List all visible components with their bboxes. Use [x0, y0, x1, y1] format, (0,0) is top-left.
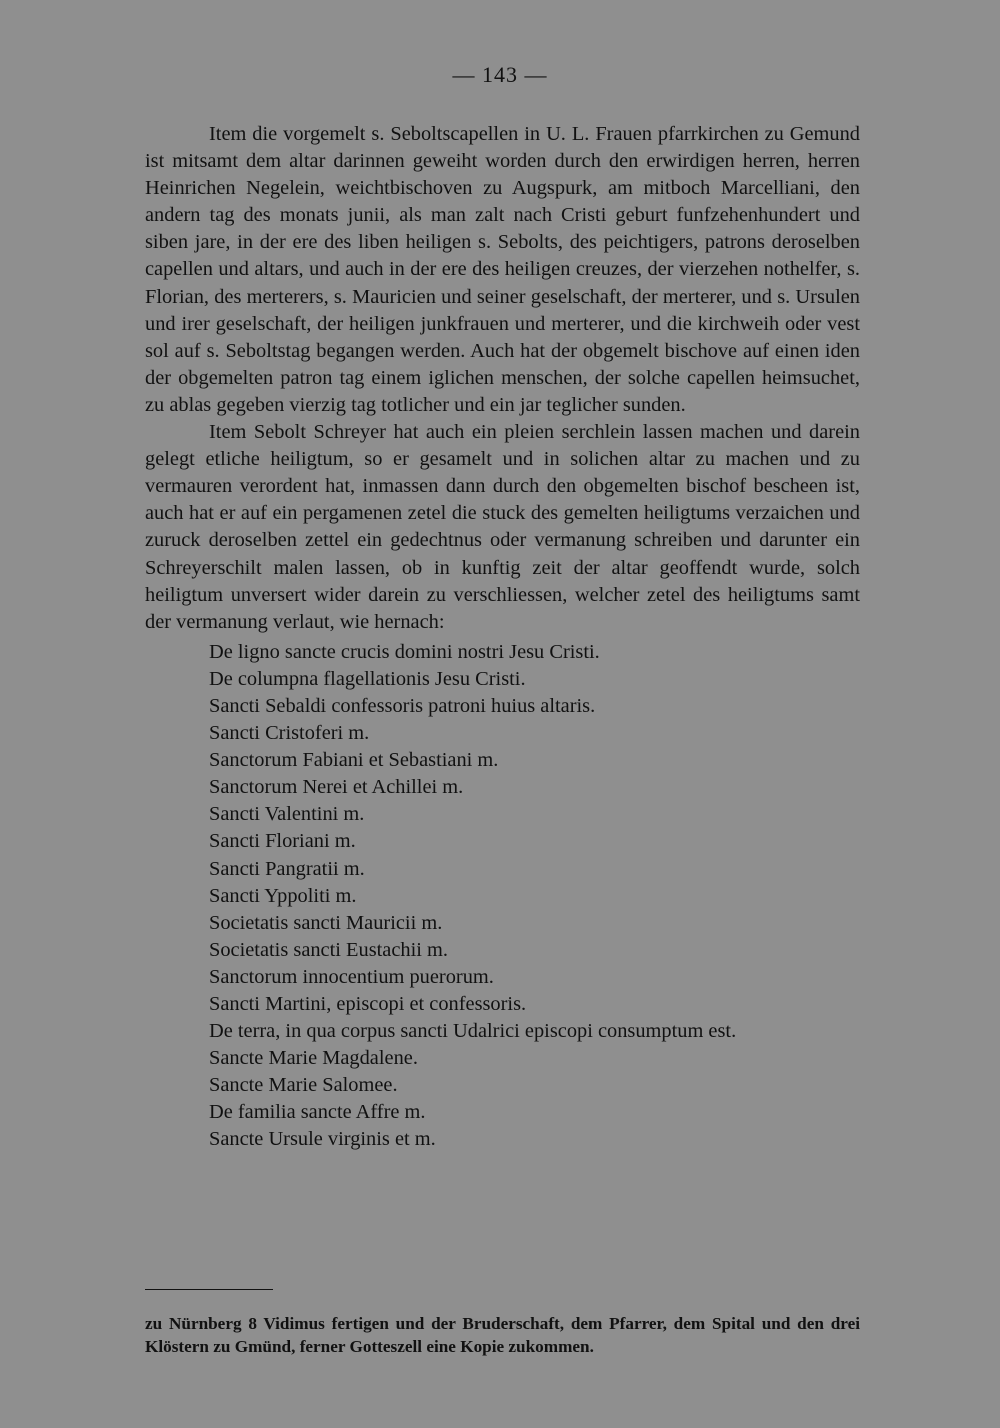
relic-list-item: Societatis sancti Mauricii m. — [209, 911, 443, 934]
relic-list-item: Sanctorum innocentium puerorum. — [209, 965, 494, 988]
relic-list-item: Sanctorum Nerei et Achillei m. — [209, 776, 464, 799]
relic-list-item: Sancti Yppoliti m. — [209, 884, 357, 907]
relic-list — [145, 639, 860, 1154]
relic-list-item: Sancti Valentini m. — [209, 803, 365, 826]
relic-list-item: De columpna flagellationis Jesu Cristi. — [209, 667, 526, 690]
relic-list-item: Sanctorum Fabiani et Sebastiani m. — [209, 749, 499, 772]
relic-list-item: De familia sancte Affre m. — [209, 1101, 426, 1124]
relic-list-item: Societatis sancti Eustachii m. — [209, 938, 448, 961]
footnote-divider — [145, 1289, 273, 1290]
relic-list-item: Sancti Pangratii m. — [209, 857, 365, 880]
relic-list-item: Sancti Martini, episcopi et confessoris. — [209, 993, 527, 1015]
relic-list-item: Sancte Marie Magdalene. — [209, 1047, 418, 1070]
relic-list-item: Sancte Marie Salomee. — [209, 1074, 398, 1097]
relic-list-item: De ligno sancte crucis domini nostri Jesu Cristi. — [209, 640, 600, 663]
paragraph-relic-casket: Item Sebolt Schreyer hat auch ein pleien serchlein lassen machen und darein gelegt etliche heiligtum, so er gesamelt und in solichen altar zu machen und zu vermauren verordent hat, inmassen dann durch den obgemelten bischof bescheen ist, auch hat er auf ein pergamenen zetel die stuck des gemelten heiligtums verzaichen und zuruck deroselben zettel ein gedechtnus oder vermanung schreiben und darunter ein Schreyerschilt malen lassen, ob in kunftig zeit der altar geoffendt wurde, solch heiligtum unversert wider darein zu verschliessen, welcher zetel des heiligtums samt der vermanung verlaut, wie hernach: — [145, 421, 860, 633]
body-text — [145, 121, 860, 1154]
paragraph-consecration: Item die vorgemelt s. Seboltscapellen in U. L. Frauen pfarrkirchen zu Gemund ist mitsamt dem altar darinnen geweiht worden durch den erwirdigen herren, herren Heinrichen Negelein, weichtbischoven zu Augspurk, am mitboch Marcelliani, den andern tag des monats junii, als man zalt nach Cristi geburt funfzehenhundert und siben jare, in der ere des liben heiligen s. Sebolts, des peichtigers, patrons deroselben capellen und altars, und auch in der ere des heiligen creuzes, der vierzehen nothelfer, s. Florian, des merterers, s. Mauricien und seiner geselschaft, der merterer, und s. Ursulen und irer geselschaft, der heiligen junkfrauen und merterer, und die kirchweih oder vest sol auf s. Seboltstag begangen werden. Auch hat der obgemelt bischove auf einen iden der obgemelten patron tag einem iglichen menschen, der solche capellen heimsuchet, zu ablas gegeben vierzig tag totlicher und ein jar teglicher sunden. — [145, 123, 860, 416]
page-number: — 143 — — [452, 62, 548, 87]
relic-list-item: De terra, in qua corpus sancti Udalrici episcopi consumptum est. — [209, 1020, 737, 1043]
relic-list-item: Sancti Floriani m. — [209, 830, 356, 853]
footnote: zu Nürnberg 8 Vidimus fertigen und der Bruderschaft, dem Pfarrer, dem Spital und den drei Klöstern zu Gmünd, ferner Gotteszell eine Kopie zukommen. — [145, 1314, 860, 1356]
relic-list-item: Sancte Ursule virginis et m. — [209, 1128, 436, 1151]
relic-list-item: Sancti Cristoferi m. — [209, 722, 370, 745]
relic-list-item: Sancti Sebaldi confessoris patroni huius altaris. — [209, 694, 596, 717]
